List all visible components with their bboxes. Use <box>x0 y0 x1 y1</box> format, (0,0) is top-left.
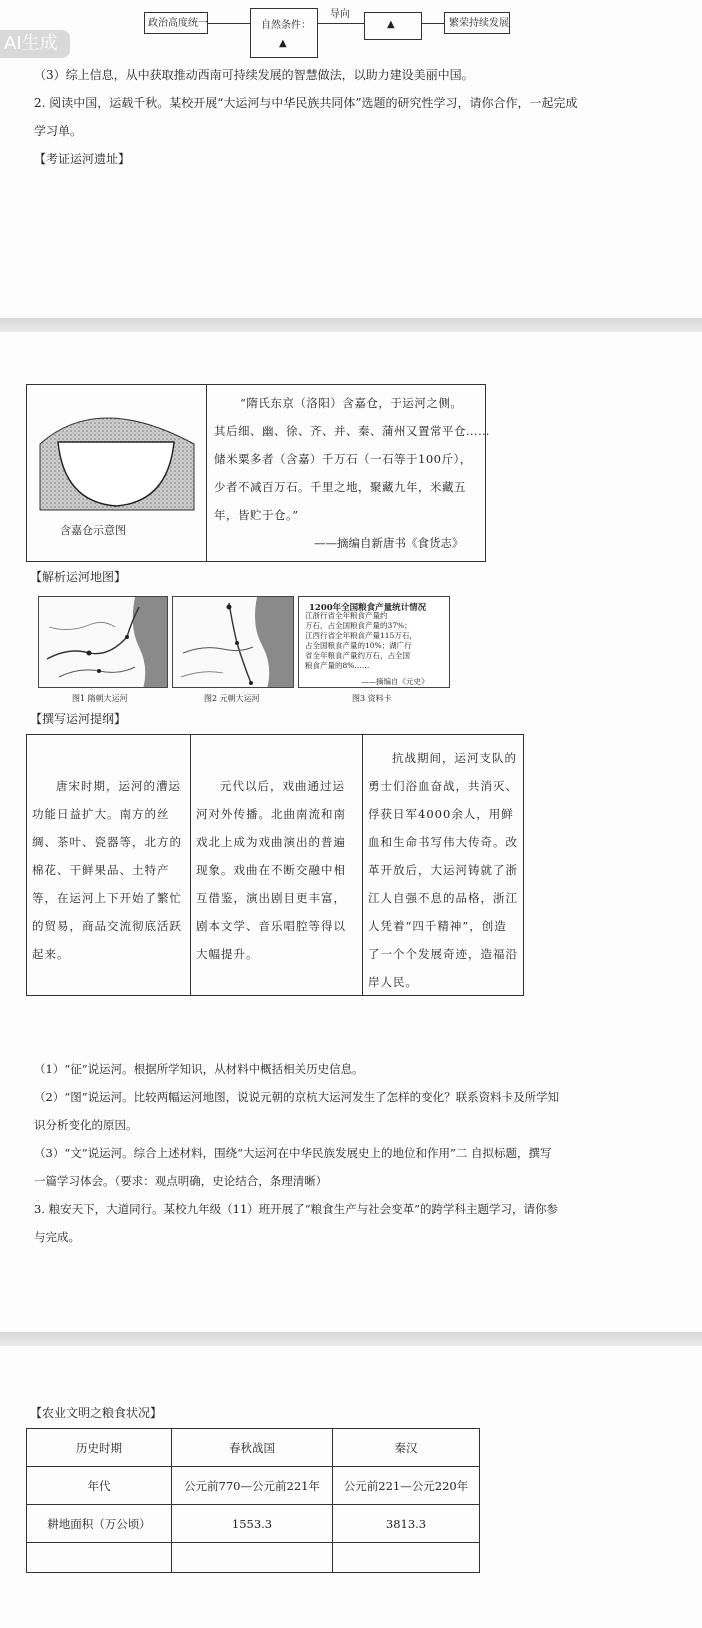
table-cell-area-qin-han: 3813.3 <box>333 1505 480 1543</box>
granary-source: ——摘编自新唐书《食货志》 <box>314 536 464 550</box>
section-zhuanxie: 【撰写运河提纲】 <box>30 712 127 726</box>
data-card-line: 粮食产量的8%…… <box>305 661 370 670</box>
flow-box-3-mark: ▲ <box>387 19 395 30</box>
table-header-spring-autumn: 春秋战国 <box>172 1429 333 1467</box>
table-header-period: 历史时期 <box>27 1429 172 1467</box>
flow-line-1 <box>208 23 250 24</box>
ai-watermark: AI生成 <box>0 30 70 58</box>
granary-quote-line: 年，皆贮于仓。” <box>214 508 299 522</box>
data-card-line: 占全国粮食产量的10%；湖广行 <box>305 641 412 650</box>
page-separator-1 <box>0 318 702 332</box>
question-line: 与完成。 <box>34 1230 80 1244</box>
granary-quote-line: 储米粟多者（含嘉）千万石（一石等于100斤）， <box>214 452 472 466</box>
question-1-3: （3）综上信息，从中获取推动西南可持续发展的智慧做法，以助力建设美丽中国。 <box>34 68 474 82</box>
flow-box-1-label: 政治高度统一 <box>148 18 208 29</box>
table-cell-era-spring-autumn: 公元前770—公元前221年 <box>172 1467 333 1505</box>
flow-box-2-mark: ▲ <box>279 38 287 49</box>
table-cell-empty <box>27 1543 172 1573</box>
material-col-yuan: 元代以后，戏曲通过运河对外传播。北曲南流和南戏北上成为戏曲演出的普遍现象。戏曲在不断交融中相互借鉴，演出剧目更丰富，剧本文学、音乐唱腔等得以大幅提升。 <box>196 779 346 961</box>
table-cell-era-qin-han: 公元前221—公元220年 <box>333 1467 480 1505</box>
map-caption-2: 图2 元朝大运河 <box>204 694 260 703</box>
map-caption-1: 图1 隋朝大运河 <box>72 694 128 703</box>
section-nongye: 【农业文明之粮食状况】 <box>30 1406 163 1420</box>
granary-diagram <box>38 398 196 514</box>
question-line: （2）“图”说运河。比较两幅运河地图，说说元朝的京杭大运河发生了怎样的变化？联系资料卡及所学知 <box>34 1090 560 1104</box>
table-cell-area-label: 耕地面积（万公顷） <box>27 1505 172 1543</box>
section-jiexi: 【解析运河地图】 <box>30 570 127 584</box>
page-section-2 <box>0 332 702 1332</box>
granary-quote-line: “隋氏东京（洛阳）含嘉仓，于运河之侧。 <box>240 396 463 410</box>
data-card-source: ——摘编自《元史》 <box>361 677 429 686</box>
flow-box-4 <box>444 12 510 34</box>
data-card <box>298 596 450 688</box>
material-divider-1 <box>190 734 191 996</box>
flow-arrow-label: 导向 <box>330 9 350 20</box>
granary-quote-line: 其后细、幽、徐、齐、并、秦、蒲州又置常平仓…… <box>214 424 490 438</box>
data-card-line: 江浙行省全年粮食产量约 <box>305 611 388 620</box>
material-col-modern: 抗战期间，运河支队的勇士们浴血奋战，共消灭、俘获日军4000余人，用鲜血和生命书写伟大传奇。改革开放后，大运河铸就了浙江人自强不息的品格，浙江人凭着“四千精神”，创造了一个个发展奇迹，造福沿岸人民。 <box>368 751 518 989</box>
table-cell-empty <box>333 1543 480 1573</box>
question-line: （3）“文”说运河。综合上述材料，围绕“大运河在中华民族发展史上的地位和作用”二 自拟标题，撰写 <box>34 1146 552 1160</box>
data-card-line: 省全年粮食产量约万石，占全国 <box>305 651 410 660</box>
granary-quote-line: 少者不减百万石。千里之地，聚藏九年，米藏五 <box>214 480 466 494</box>
flow-line-3 <box>422 23 444 24</box>
question-line: 识分析变化的原因。 <box>34 1118 138 1132</box>
flow-box-1 <box>144 12 208 34</box>
table-header-qin-han: 秦汉 <box>333 1429 480 1467</box>
flow-box-2-label: 自然条件： <box>261 20 311 31</box>
data-card-line: 江西行省全年粮食产量115万石， <box>305 631 417 640</box>
flow-box-3 <box>364 12 422 40</box>
question-2-intro-line1: 2. 阅读中国，运载千秋。某校开展“大运河与中华民族共同体”选题的研究性学习，请你合作，一起完成 <box>34 96 578 110</box>
grain-table <box>26 1428 480 1573</box>
material-col-tang-song: 唐宋时期，运河的漕运功能日益扩大。南方的丝绸、茶叶、瓷器等，北方的棉花、干鲜果品、土特产等，在运河上下开始了繁忙的贸易，商品交流彻底活跃起来。 <box>32 779 182 961</box>
question-2-intro-line2: 学习单。 <box>34 124 83 138</box>
page-section-1 <box>0 0 702 318</box>
table-cell-area-spring-autumn: 1553.3 <box>172 1505 333 1543</box>
page-section-3 <box>0 1346 702 1628</box>
map-yuan-canal <box>172 596 294 688</box>
table-cell-era-label: 年代 <box>27 1467 172 1505</box>
flow-box-4-label: 繁荣持续发展 <box>449 18 509 29</box>
data-card-title: 1200年全国粮食产量统计情况 <box>309 603 427 613</box>
granary-caption: 含嘉仓示意图 <box>60 524 126 537</box>
question-line: 一篇学习体会。（要求：观点明确，史论结合，条理清晰） <box>34 1174 328 1188</box>
question-line: （1）“征”说运河。根据所学知识，从材料中概括相关历史信息。 <box>34 1062 364 1076</box>
flow-box-2 <box>250 8 318 58</box>
section-kaozheng: 【考证运河遗址】 <box>34 152 131 166</box>
table-cell-empty <box>172 1543 333 1573</box>
map-caption-3: 图3 资料卡 <box>352 694 392 703</box>
map-sui-canal <box>38 596 168 688</box>
data-card-line: 万石，占全国粮食产量的37%； <box>305 621 412 630</box>
question-line: 3. 粮安天下，大道同行。某校九年级（11）班开展了“粮食生产与社会变革”的跨学科主题学习，请你参 <box>34 1202 559 1216</box>
granary-divider <box>206 384 207 562</box>
material-divider-2 <box>362 734 363 996</box>
page-separator-2 <box>0 1332 702 1346</box>
